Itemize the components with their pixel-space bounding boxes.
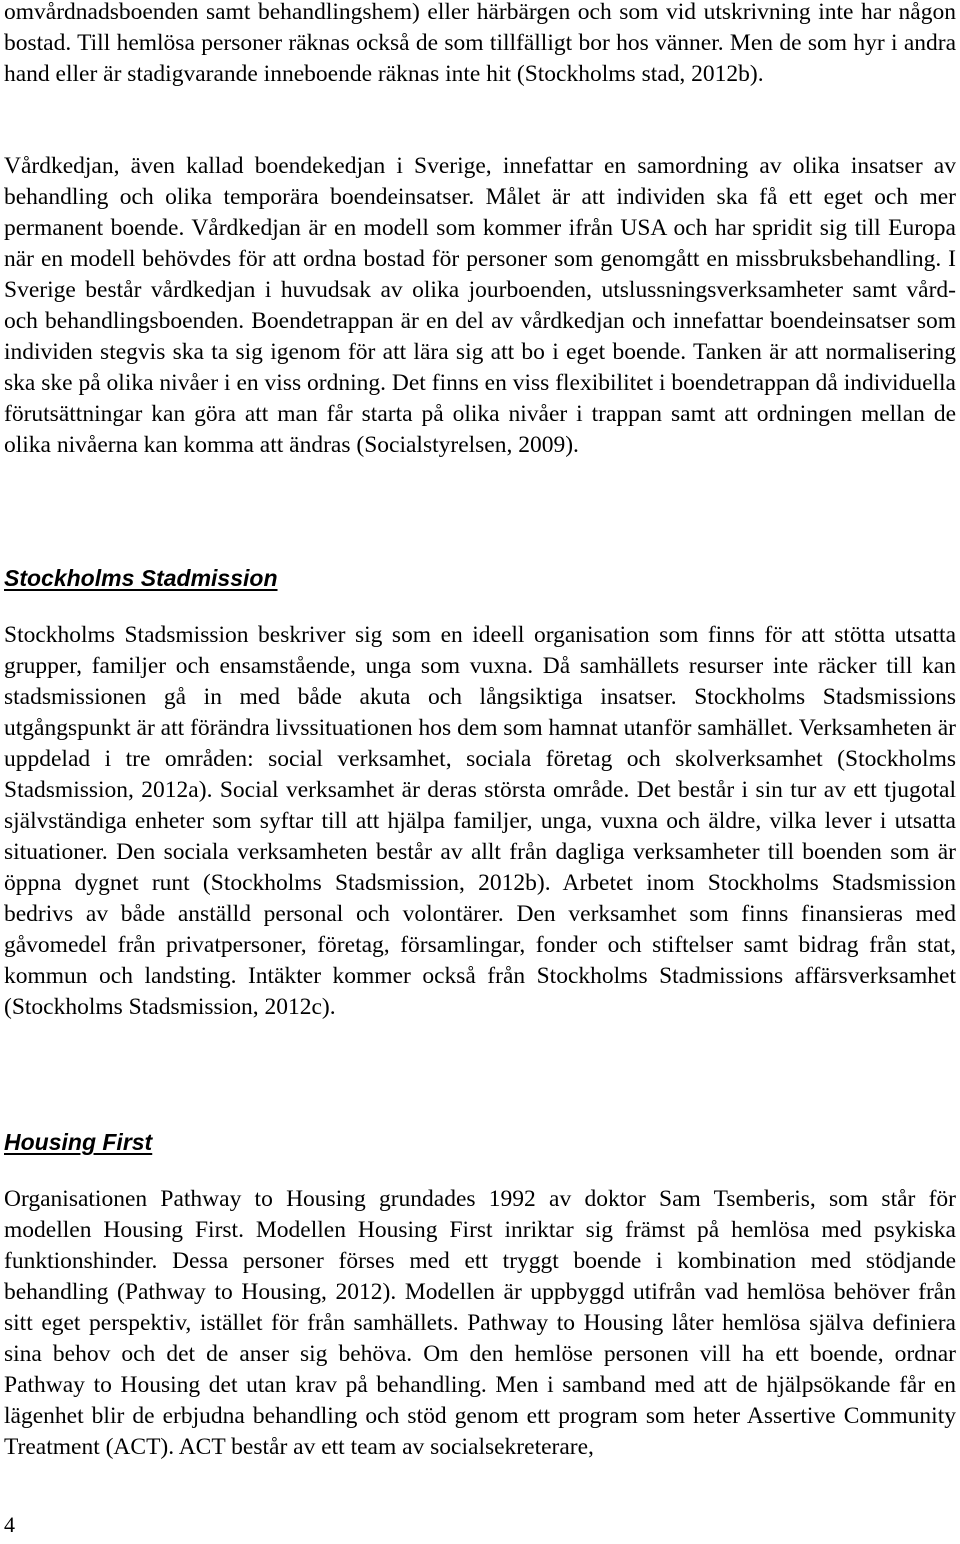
heading-housing-first: Housing First [4, 1129, 153, 1155]
heading-stockholms-stadmission: Stockholms Stadmission [4, 565, 278, 591]
paragraph-vardkedjan: Vårdkedjan, även kallad boendekedjan i Sverige, innefattar en samordning av olika insatser av behandling och olika temporära boendeinsatser. Målet är att individen ska få ett eget och mer permanent boende. Vårdkedjan är en modell som kommer ifrån USA och har spridit sig till Europa när en modell behövdes för att ordna bostad för personer som genomgått en missbruksbehandling. I Sverige består vårdkedjan i huvudsak av olika jourboenden, utslussningsverksamheter samt vård- och behandlingsboenden. Boendetrappan är en del av vårdkedjan och innefattar boendeinsatser som individen stegvis ska ta sig igenom för att lära sig att bo i eget boende. Tanken är att normalisering ska ske på olika nivåer i en viss ordning. Det finns en viss flexibilitet i boendetrappan då individuella förutsättningar kan göra att man får starta på olika nivåer i trappan samt att ordningen mellan de olika nivåerna kan komma att ändras (Socialstyrelsen, 2009). [4, 153, 956, 458]
page-number: 4 [4, 1512, 15, 1537]
paragraph-stadsmission: Stockholms Stadsmission beskriver sig som en ideell organisation som finns för att stötta utsatta grupper, familjer och ensamstående, unga som vuxna. Då samhällets resurser inte räcker till kan stadsmissionen gå in med både akuta och långsiktiga insatser. Stockholms Stadsmissions utgångspunkt är att förändra livssituationen hos dem som hamnat utanför samhället. Verksamheten är uppdelad i tre områden: social verksamhet, sociala företag och skolverksamhet (Stockholms Stadsmission, 2012a). Social verksamhet är deras största område. Det består i sin tur av ett tjugotal självständiga enheter som syftar till att hjälpa familjer, unga, vuxna och äldre, vilka lever i utsatta situationer. Den sociala verksamheten består av allt från dagliga verksamheter till boenden som är öppna dygnet runt (Stockholms Stadsmission, 2012b). Arbetet inom Stockholms Stadsmission bedrivs av både anställd personal och volontärer. Den verksamhet som finns finansieras med gåvomedel från privatpersoner, företag, församlingar, fonder och stiftelser samt bidrag från stat, kommun och landsting. Intäkter kommer också från Stockholms Stadmissions affärsverksamhet (Stockholms Stadsmission, 2012c). [4, 622, 956, 1020]
paragraph-homelessness-definition: omvårdnadsboenden samt behandlingshem) eller härbärgen och som vid utskrivning inte har någon bostad. Till hemlösa personer räknas också de som tillfälligt bor hos vänner. Men de som hyr i andra hand eller är stadigvarande inneboende räknas inte hit (Stockholms stad, 2012b). [4, 0, 956, 87]
paragraph-housing-first: Organisationen Pathway to Housing grundades 1992 av doktor Sam Tsemberis, som står för modellen Housing First. Modellen Housing First inriktar sig främst på hemlösa med psykiska funktionshinder. Dessa personer förses med ett tryggt boende i kombination med stödjande behandling (Pathway to Housing, 2012). Modellen är uppbyggd utifrån vad hemlösa behöver från sitt eget perspektiv, istället för från samhällets. Pathway to Housing låter hemlösa själva definiera sina behov och det de anser sig behöva. Om den hemlöse personen vill ha ett boende, ordnar Pathway to Housing det utan krav på behandling. Men i samband med att de hjälpsökande får en lägenhet blir de erbjudna behandling och stöd genom ett program som heter Assertive Community Treatment (ACT). ACT består av ett team av socialsekreterare, [4, 1186, 956, 1460]
